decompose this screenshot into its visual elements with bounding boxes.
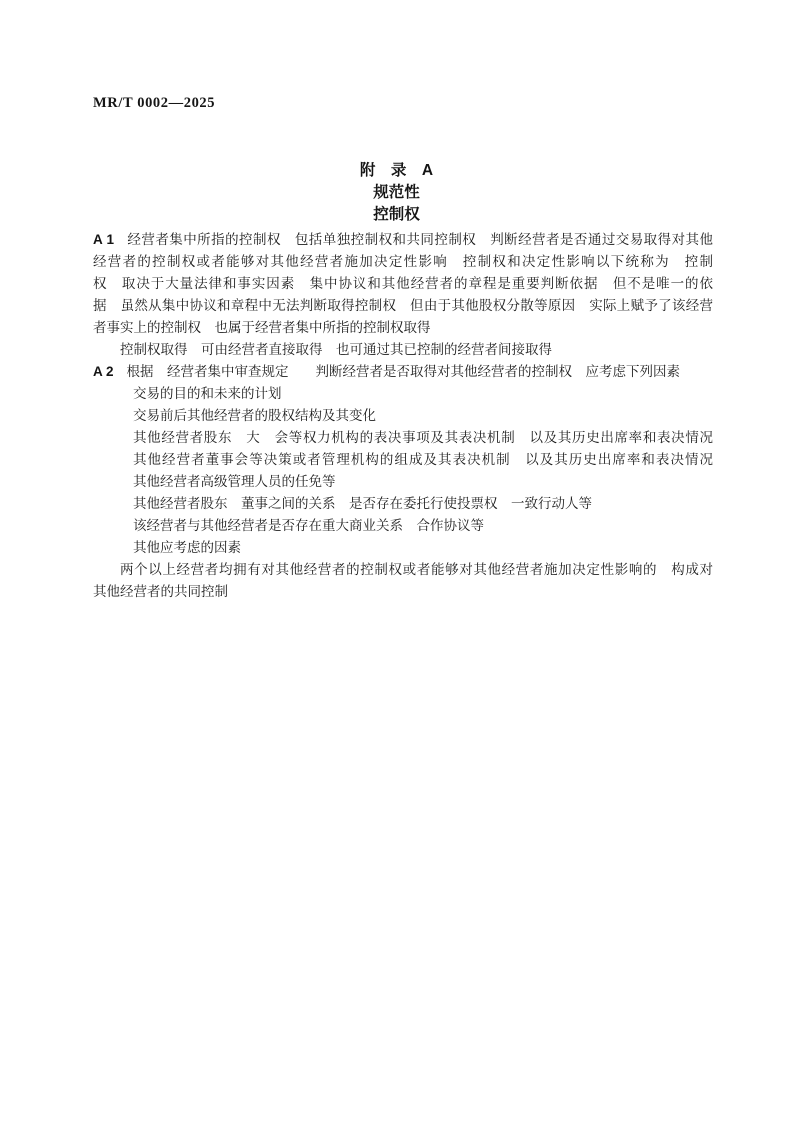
list-item [93, 405, 713, 427]
line-text: 其他经营者股东 董事之间的关系 是否存在委托行使投票权 一致行动人等 [133, 496, 592, 511]
list-item [93, 383, 713, 405]
appendix-normative-label: 规范性 [373, 184, 420, 201]
body-line [93, 581, 713, 603]
body-line [93, 251, 713, 273]
body-line [93, 339, 713, 361]
line-text: 其他经营者高级管理人员的任免等 [133, 474, 336, 489]
line-text: 控制权取得 可由经营者直接取得 也可通过其已控制的经营者间接取得 [120, 342, 552, 357]
line-text: 其他应考虑的因素 [133, 540, 241, 555]
list-item [93, 449, 713, 471]
list-item [93, 493, 713, 515]
appendix-subject: 控制权 [373, 206, 420, 223]
appendix-body [93, 229, 713, 603]
clause-label-a1: A 1 [93, 232, 114, 247]
body-line [93, 295, 713, 317]
line-text: 其他经营者的共同控制 [93, 584, 228, 599]
line-text: 交易的目的和未来的计划 [133, 386, 282, 401]
line-text: 经营者的控制权或者能够对其他经营者施加决定性影响 控制权和决定性影响以下统称为 控制 [93, 254, 713, 269]
list-item [93, 537, 713, 559]
body-line-a1 [93, 229, 713, 251]
line-text: 权 取决于大量法律和事实因素 集中协议和其他经营者的章程是重要判断依据 但不是唯一的依 [93, 276, 713, 291]
line-text: 者事实上的控制权 也属于经营者集中所指的控制权取得 [93, 320, 431, 335]
body-line [93, 317, 713, 339]
body-line-a2 [93, 361, 713, 383]
appendix-title: 附 录 A [359, 162, 434, 179]
list-item [93, 427, 713, 449]
doc-number: MR/T 0002—2025 [93, 95, 216, 111]
line-text: 据 虽然从集中协议和章程中无法判断取得控制权 但由于其他股权分散等原因 实际上赋予了该经营 [93, 298, 713, 313]
list-item [93, 471, 713, 493]
line-text: 两个以上经营者均拥有对其他经营者的控制权或者能够对其他经营者施加决定性影响的 构成对 [120, 562, 713, 577]
line-text: 其他经营者董事会等决策或者管理机构的组成及其表决机制 以及其历史出席率和表决情况 [133, 452, 713, 467]
line-text: 交易前后其他经营者的股权结构及其变化 [133, 408, 376, 423]
line-text: 该经营者与其他经营者是否存在重大商业关系 合作协议等 [133, 518, 484, 533]
appendix-heading [0, 160, 793, 226]
body-line [93, 559, 713, 581]
clause-label-a2: A 2 [93, 364, 114, 379]
line-text: 根据 经营者集中审查规定 判断经营者是否取得对其他经营者的控制权 应考虑下列因素 [126, 364, 681, 379]
line-text: 经营者集中所指的控制权 包括单独控制权和共同控制权 判断经营者是否通过交易取得对其他 [126, 232, 713, 247]
list-item [93, 515, 713, 537]
body-line [93, 273, 713, 295]
line-text: 其他经营者股东 大 会等权力机构的表决事项及其表决机制 以及其历史出席率和表决情况 [133, 430, 713, 445]
